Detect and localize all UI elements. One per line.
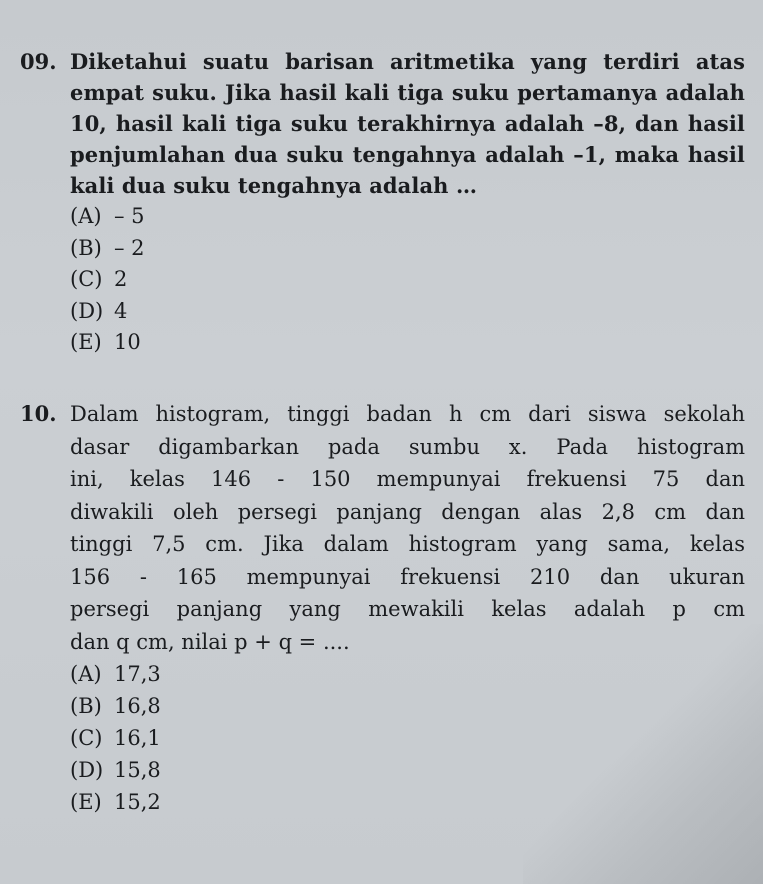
question-line: tinggi 7,5 cm. Jika dalam histogram yang sama, kelas	[70, 532, 745, 556]
question-line: persegi panjang yang mewakili kelas adalah p cm	[70, 597, 745, 621]
option-value: 15,8	[114, 758, 161, 782]
option-letter: (A)	[70, 204, 102, 228]
option-value: – 2	[114, 235, 145, 260]
option-e[interactable]	[70, 327, 745, 359]
answer-options	[20, 201, 745, 359]
option-letter: (A)	[70, 662, 102, 686]
question-10	[20, 398, 745, 818]
question-number: 09.	[20, 49, 57, 74]
option-value: 15,2	[114, 790, 161, 814]
question-line: ini, kelas 146 - 150 mempunyai frekuensi 75 dan	[70, 467, 745, 491]
option-value: 16,1	[114, 726, 161, 750]
option-letter: (B)	[70, 694, 102, 718]
question-number: 10.	[20, 401, 57, 426]
option-a[interactable]	[70, 201, 745, 233]
option-letter: (D)	[70, 758, 104, 782]
option-value: – 5	[114, 204, 145, 228]
option-d[interactable]	[70, 754, 745, 786]
answer-options	[20, 658, 745, 818]
option-d[interactable]	[70, 296, 745, 328]
question-line: dan q cm, nilai p + q = ....	[70, 629, 350, 654]
question-09	[20, 46, 745, 359]
option-a[interactable]	[70, 658, 745, 690]
question-line: dasar digambarkan pada sumbu x. Pada histogram	[70, 434, 745, 459]
option-value: 16,8	[114, 694, 161, 718]
option-letter: (E)	[70, 330, 102, 354]
option-letter: (C)	[70, 267, 103, 291]
question-text: Diketahui suatu barisan aritmetika yang terdiri atas empat suku. Jika hasil kali tiga suku pertamanya adalah 10, hasil kali tiga suku terakhirnya adalah –8, dan hasil penjumlahan dua suku tengahnya adalah –1, maka hasil kali dua suku tengahnya adalah …	[70, 49, 745, 198]
option-e[interactable]	[70, 786, 745, 818]
option-b[interactable]	[70, 690, 745, 722]
question-line: 156 - 165 mempunyai frekuensi 210 dan ukuran	[70, 564, 745, 589]
option-c[interactable]	[70, 264, 745, 296]
option-value: 4	[114, 298, 128, 323]
option-letter: (D)	[70, 298, 104, 323]
option-letter: (E)	[70, 790, 102, 814]
question-line: Dalam histogram, tinggi badan h cm dari siswa sekolah	[70, 402, 745, 426]
question-line: diwakili oleh persegi panjang dengan alas 2,8 cm dan	[70, 499, 745, 524]
option-letter: (C)	[70, 726, 103, 750]
option-c[interactable]	[70, 722, 745, 754]
option-letter: (B)	[70, 235, 102, 260]
option-value: 10	[114, 330, 141, 354]
question-text	[70, 398, 745, 658]
option-value: 2	[114, 267, 128, 291]
question-09-header	[20, 46, 745, 201]
option-value: 17,3	[114, 662, 161, 686]
question-10-header	[20, 398, 745, 658]
option-b[interactable]	[70, 233, 745, 265]
